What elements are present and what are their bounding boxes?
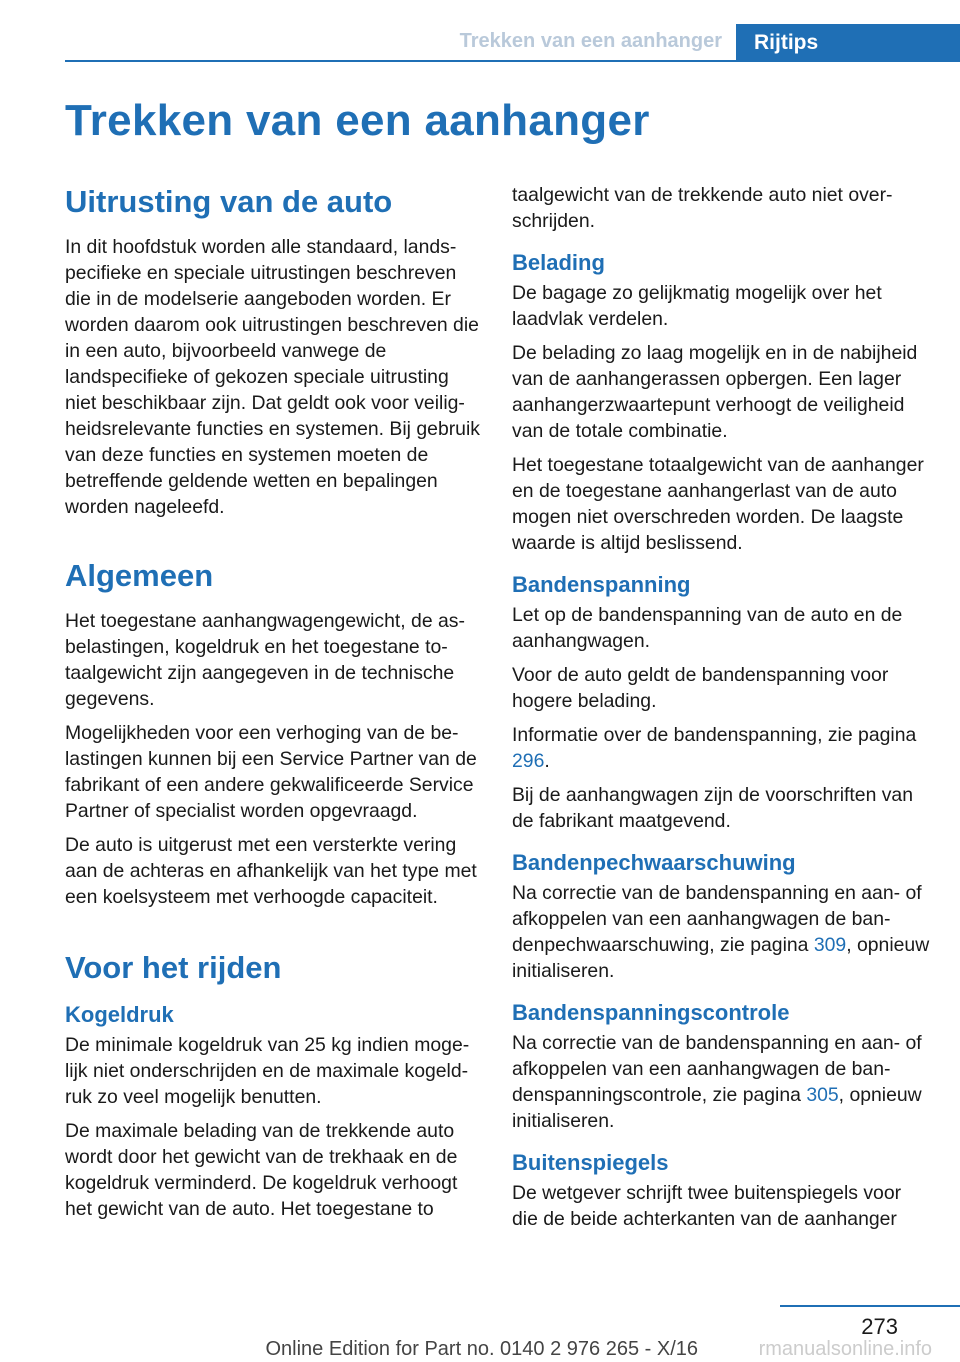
page-link-305[interactable]: 305 xyxy=(806,1084,839,1106)
watermark: rmanualsonline.info xyxy=(758,1338,932,1360)
heading-voor-het-rijden: Voor het rijden xyxy=(65,950,282,985)
page-link-296[interactable]: 296 xyxy=(512,750,545,772)
right-column xyxy=(512,182,930,1240)
header-chapter-tab xyxy=(736,24,960,62)
paragraph-uitrusting: In dit hoofdstuk worden alle standaard, landspecifieke en speciale uitrustingen beschreven die in de modelserie aangeboden worden. Er worden daarom ook uitrustingen beschreven die in een auto, bijvoorbeeld vanwege de landspecifieke of gekozen speciale uitrusting niet beschikbaar zijn. Dat geldt ook voor veiligheidsrelevante functies en systemen. Bij gebruik van deze functies en systemen moeten de betreffende geldende wetten en bepalingen worden nageleefd. xyxy=(65,236,480,518)
page-number: 273 xyxy=(861,1314,898,1339)
paragraph-belading-3: Het toegestane totaalgewicht van de aanhanger en de toegestane aanhangerlast van de auto mogen niet overschreden worden. De laagste waarde is altijd beslissend. xyxy=(512,454,924,554)
heading-buitenspiegels: Buitenspiegels xyxy=(512,1150,669,1175)
left-column xyxy=(65,182,483,1230)
paragraph-bandenspanningscontrole xyxy=(512,1030,930,1134)
paragraph-bandenspanning-1: Let op de bandenspanning van de auto en de aanhangwagen. xyxy=(512,604,903,652)
paragraph-continuation: taalgewicht van de trekkende auto niet overschrijden. xyxy=(512,184,893,232)
paragraph-algemeen-2: Mogelijkheden voor een verhoging van de belastingen kunnen bij een Service Partner van de fabrikant of een andere gekwalificeerde Service Partner of specialist worden opgevraagd. xyxy=(65,722,477,822)
paragraph-bandenspanning-4: Bij de aanhangwagen zijn de voorschriften van de fabrikant maatgevend. xyxy=(512,784,914,832)
header-section-title: Trekken van een aanhanger xyxy=(459,30,722,52)
paragraph-bandenpechwaarschuwing xyxy=(512,880,930,984)
text-bandenpech-after: , opnieuw initialiseren. xyxy=(512,934,930,982)
paragraph-buitenspiegels: De wetgever schrijft twee buitenspiegels voor die de beide achterkanten van de aanhanger xyxy=(512,1182,902,1230)
paragraph-kogeldruk-2: De maximale belading van de trekkende auto wordt door het gewicht van de trekhaak en de kogeldruk verminderd. De kogeldruk verhoogt het gewicht van de auto. Het toegestane to xyxy=(65,1120,458,1220)
heading-bandenspanningscontrole: Bandenspanningscontrole xyxy=(512,1000,790,1025)
text-controle-after: , opnieuw initialiseren. xyxy=(512,1084,922,1132)
text-bandenspanning-3-after: . xyxy=(544,750,550,772)
heading-belading: Belading xyxy=(512,250,605,275)
paragraph-algemeen-1: Het toegestane aanhangwagengewicht, de asbelastingen, kogeldruk en het toegestane totaalgewicht zijn aangegeven in de technische gegevens. xyxy=(65,610,465,710)
heading-algemeen: Algemeen xyxy=(65,558,214,593)
paragraph-belading-2: De belading zo laag mogelijk en in de nabijheid van de aanhangerassen opbergen. Een lager aanhangerzwaartepunt verhoogt de veiligheid van de totale combinatie. xyxy=(512,342,918,442)
text-bandenspanning-3-before: Informatie over de bandenspanning, zie pagina xyxy=(512,724,917,746)
footer-edition: Online Edition for Part no. 0140 2 976 265 - X/16 xyxy=(265,1338,698,1360)
paragraph-algemeen-3: De auto is uitgerust met een versterkte vering aan de achteras en afhankelijk van het type met een koelsysteem met verhoogde capaciteit. xyxy=(65,834,477,908)
header-chapter-label: Rijtips xyxy=(754,31,819,54)
page-title: Trekken van een aanhanger xyxy=(65,96,650,145)
heading-bandenpechwaarschuwing: Bandenpechwaarschuwing xyxy=(512,850,796,875)
heading-bandenspanning: Bandenspanning xyxy=(512,572,691,597)
paragraph-kogeldruk-1: De minimale kogeldruk van 25 kg indien mogelijk niet onderschrijden en de maximale kogeldruk zo veel mogelijk benutten. xyxy=(65,1034,470,1108)
heading-uitrusting: Uitrusting van de auto xyxy=(65,184,393,219)
page-link-309[interactable]: 309 xyxy=(813,934,847,956)
paragraph-bandenspanning-3 xyxy=(512,722,930,774)
footer-rule xyxy=(780,1305,960,1307)
paragraph-belading-1: De bagage zo gelijkmatig mogelijk over het laadvlak verdelen. xyxy=(512,282,882,330)
text-controle-before: Na correctie van de bandenspanning en aan- of afkoppelen van een aanhangwagen de bandenspanningscontrole, zie pagina xyxy=(512,1032,922,1106)
paragraph-bandenspanning-2: Voor de auto geldt de bandenspanning voor hogere belading. xyxy=(512,664,889,712)
text-bandenpech-before: Na correctie van de bandenspanning en aan- of afkoppelen van een aanhangwagen de bandenpechwaarschuwing, zie pagina xyxy=(512,882,922,956)
heading-kogeldruk: Kogeldruk xyxy=(65,1002,174,1027)
